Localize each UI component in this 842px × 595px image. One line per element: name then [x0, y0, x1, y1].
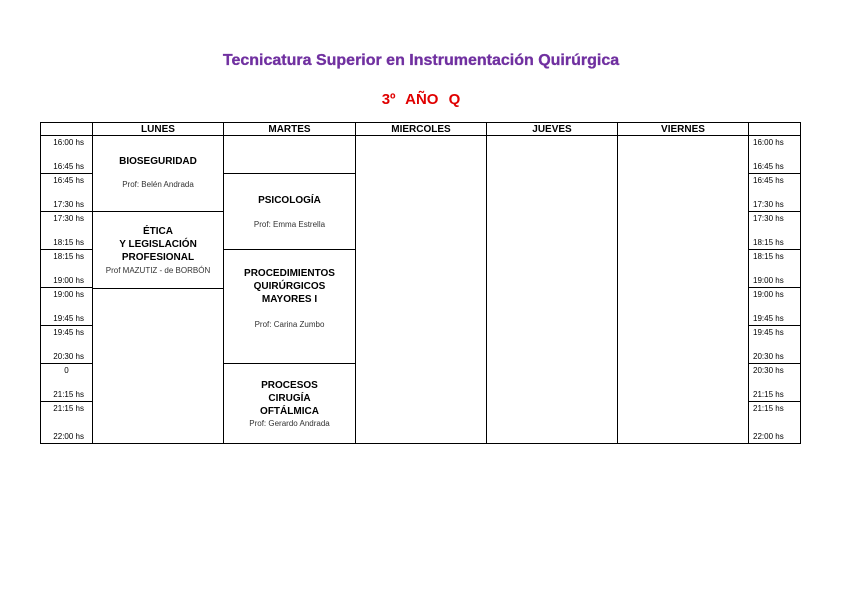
time-slot-left: 18:15 hs 19:00 hs: [40, 249, 93, 288]
time-slot-left: 16:00 hs 16:45 hs: [40, 135, 93, 174]
time-slot-right: 21:15 hs 22:00 hs: [748, 401, 801, 444]
header-lunes: LUNES: [92, 122, 224, 136]
empty-column-miercoles: [355, 135, 487, 444]
class-procesos-cirugia: [223, 363, 356, 444]
header-miercoles: MIERCOLES: [355, 122, 487, 136]
page-subtitle: 3º AÑO Q: [381, 91, 461, 108]
class-subject: PROCEDIMIENTOS QUIRÚRGICOS MAYORES I: [244, 268, 335, 305]
class-bioseguridad: [92, 135, 224, 212]
time-slot-left: 0 21:15 hs: [40, 363, 93, 402]
time-slot-right: 20:30 hs 21:15 hs: [748, 363, 801, 402]
page-title: Tecnicatura Superior en Instrumentación Quirúrgica: [222, 52, 620, 69]
class-subject: PSICOLOGÍA: [258, 194, 321, 206]
class-professor: Prof MAZUTIZ - de BORBÓN: [105, 265, 211, 275]
class-subject: BIOSEGURIDAD: [119, 156, 197, 167]
time-slot-right: 19:45 hs 20:30 hs: [748, 325, 801, 364]
time-slot-right: 16:45 hs 17:30 hs: [748, 173, 801, 212]
empty-block-lunes: [92, 288, 224, 444]
class-etica-legislacion: [92, 211, 224, 289]
time-slot-left: 21:15 hs 22:00 hs: [40, 401, 93, 444]
empty-block-martes: [223, 135, 356, 174]
header-corner-right: [748, 122, 801, 136]
class-professor: Prof: Belén Andrada: [122, 180, 194, 189]
class-psicologia: [223, 173, 356, 250]
class-professor: Prof: Gerardo Andrada: [249, 418, 330, 428]
time-slot-right: 18:15 hs 19:00 hs: [748, 249, 801, 288]
time-slot-right: 16:00 hs 16:45 hs: [748, 135, 801, 174]
empty-column-jueves: [486, 135, 618, 444]
class-procedimientos-quirurgicos: [223, 249, 356, 364]
header-viernes: VIERNES: [617, 122, 749, 136]
class-professor: Prof: Carina Zumbo: [254, 320, 325, 329]
time-slot-right: 17:30 hs 18:15 hs: [748, 211, 801, 250]
time-slot-right: 19:00 hs 19:45 hs: [748, 287, 801, 326]
header-jueves: JUEVES: [486, 122, 618, 136]
class-subject: ÉTICA Y LEGISLACIÓN PROFESIONAL: [119, 225, 197, 263]
header-corner-left: [40, 122, 93, 136]
empty-column-viernes: [617, 135, 749, 444]
class-professor: Prof: Emma Estrella: [253, 219, 326, 229]
class-subject: PROCESOS CIRUGÍA OFTÁLMICA: [260, 379, 319, 417]
schedule-table: [40, 122, 801, 444]
time-slot-left: 17:30 hs 18:15 hs: [40, 211, 93, 250]
header-martes: MARTES: [223, 122, 356, 136]
time-slot-left: 19:00 hs 19:45 hs: [40, 287, 93, 326]
time-slot-left: 16:45 hs 17:30 hs: [40, 173, 93, 212]
time-slot-left: 19:45 hs 20:30 hs: [40, 325, 93, 364]
